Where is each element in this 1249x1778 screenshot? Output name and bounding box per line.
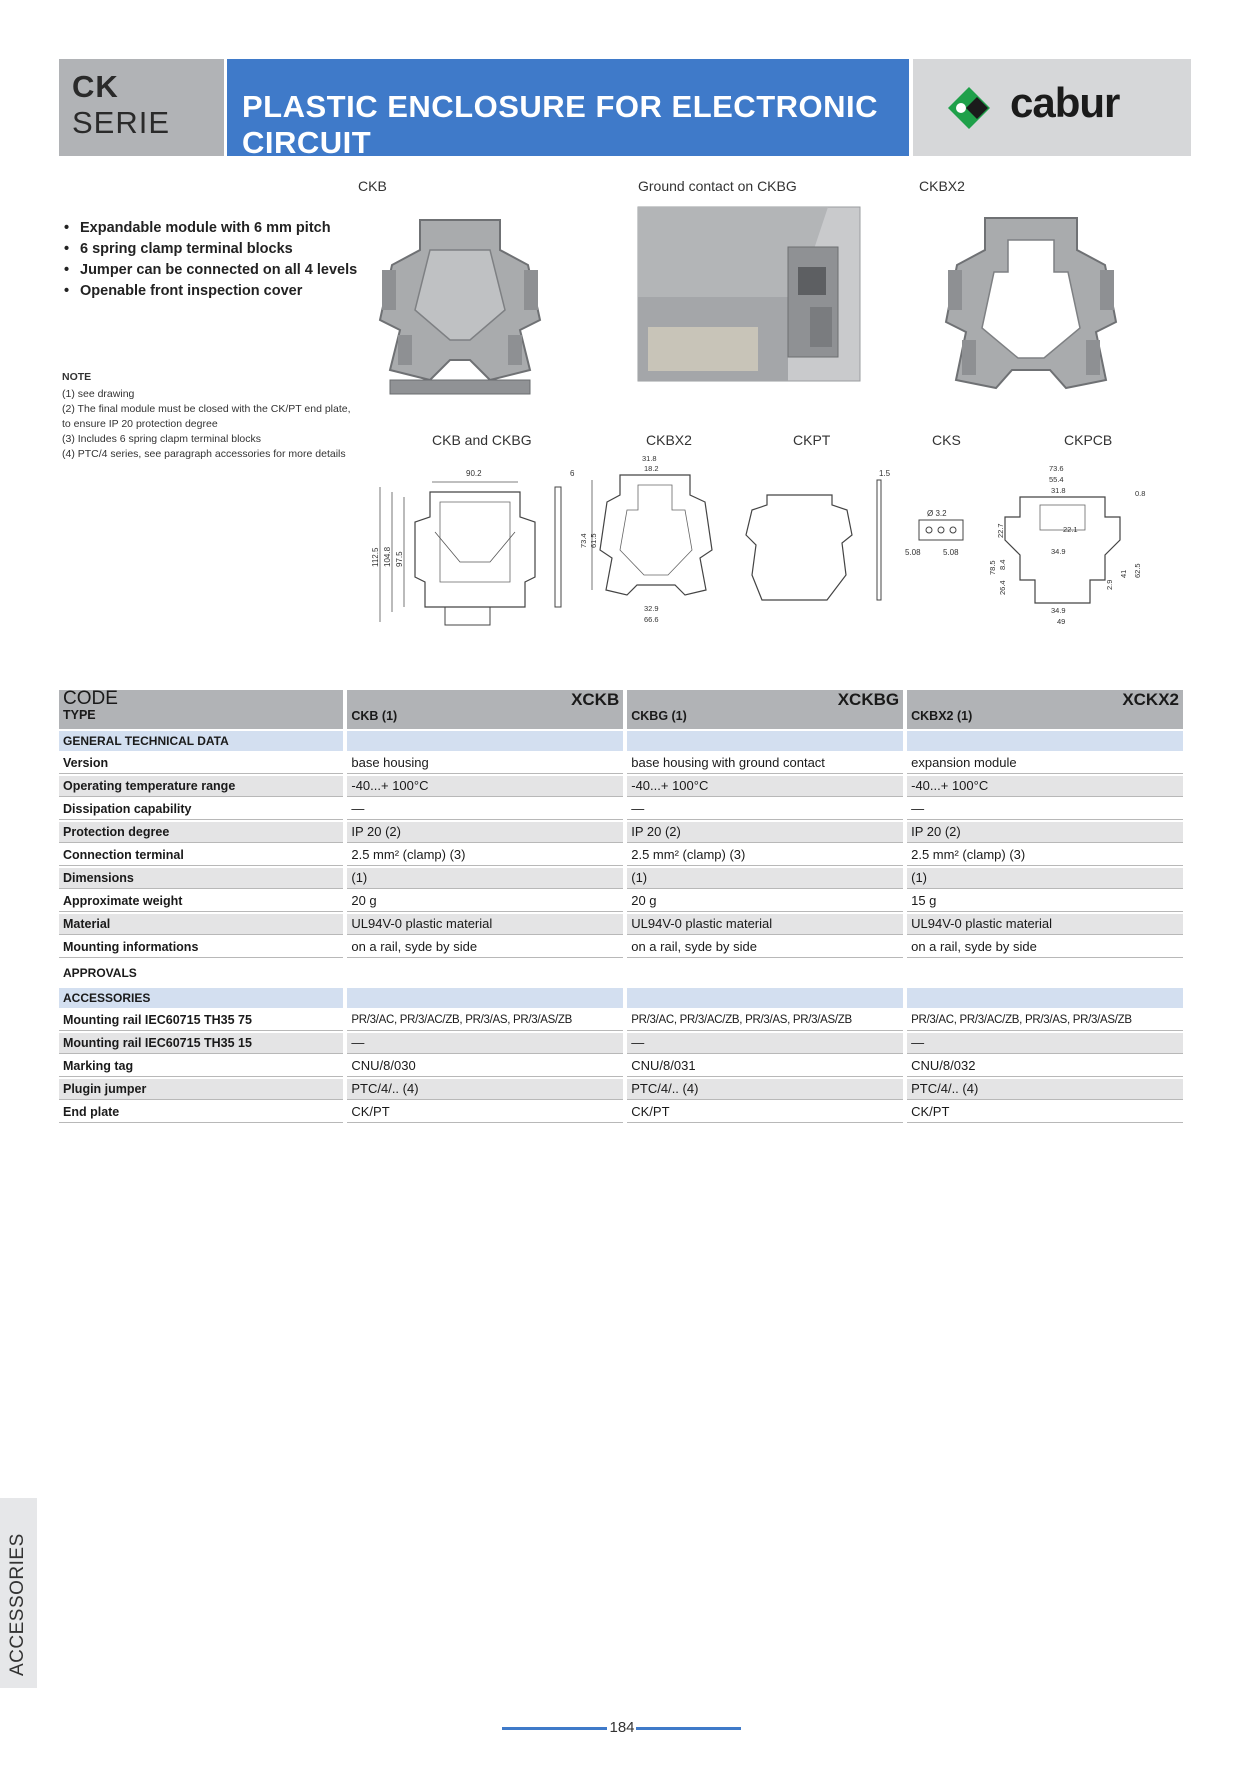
product-type: CKB (1) — [351, 709, 398, 723]
table-row — [59, 1079, 1183, 1100]
row-value: PR/3/AC, PR/3/AC/ZB, PR/3/AS, PR/3/AS/ZB — [347, 1010, 623, 1031]
table-row — [59, 1056, 1183, 1077]
caption-ckb: CKB — [358, 178, 387, 194]
row-label: Mounting rail IEC60715 TH35 75 — [59, 1010, 343, 1031]
section-cell — [627, 960, 903, 986]
row-value: — — [627, 1033, 903, 1054]
section-cell — [907, 731, 1183, 751]
row-value: -40...+ 100°C — [627, 776, 903, 797]
row-label: Material — [59, 914, 343, 935]
section-cell — [907, 988, 1183, 1008]
row-value: CNU/8/031 — [627, 1056, 903, 1077]
cabur-logo-icon — [948, 87, 1006, 129]
header-label-cell — [59, 690, 343, 729]
dim-label: Ø 3.2 — [927, 509, 947, 518]
caption-ckbx2: CKBX2 — [919, 178, 965, 194]
row-value: UL94V-0 plastic material — [347, 914, 623, 935]
series-code: CK — [72, 69, 119, 104]
row-value: CK/PT — [907, 1102, 1183, 1123]
row-value: CNU/8/030 — [347, 1056, 623, 1077]
product-type: CKBG (1) — [631, 709, 687, 723]
row-value: (1) — [627, 868, 903, 889]
dim-label: 41 — [1119, 569, 1128, 578]
feature-item: • Expandable module with 6 mm pitch — [64, 218, 357, 239]
feature-list — [64, 218, 357, 302]
section-title: ACCESSORIES — [59, 988, 343, 1008]
row-value: on a rail, syde by side — [347, 937, 623, 958]
caption-drawing-ckpt: CKPT — [793, 432, 831, 448]
title-banner — [227, 59, 909, 160]
dim-label: 5.08 — [905, 548, 921, 557]
dim-label: 32.9 — [644, 604, 659, 613]
dim-label: 1.5 — [879, 469, 891, 478]
section-cell — [347, 731, 623, 751]
dim-label: 0.8 — [1135, 489, 1146, 498]
feature-item: • Openable front inspection cover — [64, 281, 357, 302]
table-row — [59, 891, 1183, 912]
note-line: (4) PTC/4 series, see paragraph accessories for more details — [62, 448, 346, 460]
table-row — [59, 1102, 1183, 1123]
dim-label: 5.08 — [943, 548, 959, 557]
table-row — [59, 914, 1183, 935]
feature-item: • 6 spring clamp terminal blocks — [64, 239, 357, 260]
ckbx2-dimension-drawing — [580, 450, 732, 630]
table-row — [59, 822, 1183, 843]
row-label: Version — [59, 753, 343, 774]
product-code: XCKX2 — [1122, 690, 1179, 709]
row-value: on a rail, syde by side — [627, 937, 903, 958]
header-col — [627, 690, 903, 729]
row-value: UL94V-0 plastic material — [627, 914, 903, 935]
row-value: IP 20 (2) — [627, 822, 903, 843]
section-cell — [627, 988, 903, 1008]
series-label: SERIE — [72, 105, 171, 140]
ground-contact-photo — [638, 207, 860, 381]
table-header-row — [59, 690, 1183, 729]
section-cell — [627, 731, 903, 751]
section-cell — [347, 960, 623, 986]
table-row — [59, 1033, 1183, 1054]
row-value: 2.5 mm² (clamp) (3) — [627, 845, 903, 866]
table-row — [59, 937, 1183, 958]
dim-label: 97.5 — [395, 551, 404, 567]
row-value: PTC/4/.. (4) — [907, 1079, 1183, 1100]
ckbx2-product-photo — [940, 210, 1122, 410]
row-value: -40...+ 100°C — [907, 776, 1183, 797]
row-value: (1) — [347, 868, 623, 889]
dim-label: 22.7 — [996, 523, 1005, 538]
dim-label: 31.8 — [1051, 486, 1066, 495]
notes-title: NOTE — [62, 371, 92, 383]
row-value: — — [347, 1033, 623, 1054]
row-value: (1) — [907, 868, 1183, 889]
row-label: Protection degree — [59, 822, 343, 843]
dim-label: 34.9 — [1051, 547, 1066, 556]
row-label: Mounting informations — [59, 937, 343, 958]
row-value: — — [907, 799, 1183, 820]
caption-ground: Ground contact on CKBG — [638, 178, 797, 194]
row-label: Dimensions — [59, 868, 343, 889]
section-title: APPROVALS — [59, 960, 343, 986]
dim-label: 22.1 — [1063, 525, 1078, 534]
row-value: IP 20 (2) — [347, 822, 623, 843]
series-block — [59, 59, 224, 156]
row-value: base housing with ground contact — [627, 753, 903, 774]
header-col — [347, 690, 623, 729]
row-value: PR/3/AC, PR/3/AC/ZB, PR/3/AS, PR/3/AS/ZB — [627, 1010, 903, 1031]
dim-label: 73.4 — [579, 533, 588, 548]
dim-label: 55.4 — [1049, 475, 1064, 484]
table-row — [59, 753, 1183, 774]
row-value: — — [907, 1033, 1183, 1054]
row-label: Dissipation capability — [59, 799, 343, 820]
row-label: Connection terminal — [59, 845, 343, 866]
logo-wordmark: cabur — [1010, 79, 1120, 126]
header-col — [907, 690, 1183, 729]
dim-label: 2.9 — [1105, 579, 1114, 590]
row-label: Marking tag — [59, 1056, 343, 1077]
dim-label: 8.4 — [998, 559, 1007, 570]
dim-label: 90.2 — [466, 469, 482, 478]
table-row — [59, 1010, 1183, 1031]
caption-drawing-ckb-ckbg: CKB and CKBG — [432, 432, 532, 448]
spec-table-body — [59, 690, 1183, 751]
row-value: 20 g — [627, 891, 903, 912]
row-value: on a rail, syde by side — [907, 937, 1183, 958]
row-label: Plugin jumper — [59, 1079, 343, 1100]
dim-label: 31.8 — [642, 454, 657, 463]
row-value: — — [627, 799, 903, 820]
row-value: — — [347, 799, 623, 820]
dim-label: 34.9 — [1051, 606, 1066, 615]
row-value: 15 g — [907, 891, 1183, 912]
brand-logo — [913, 59, 1191, 156]
footer-rule-right — [636, 1727, 741, 1730]
row-value: CK/PT — [347, 1102, 623, 1123]
row-value: 2.5 mm² (clamp) (3) — [347, 845, 623, 866]
dim-label: 62.5 — [1133, 563, 1142, 578]
row-value: expansion module — [907, 753, 1183, 774]
dim-label: 6 — [570, 469, 575, 478]
side-tab-label: ACCESSORIES — [7, 1533, 28, 1676]
row-value: UL94V-0 plastic material — [907, 914, 1183, 935]
row-value: IP 20 (2) — [907, 822, 1183, 843]
note-line: (1) see drawing — [62, 388, 135, 400]
dim-label: 78.5 — [988, 560, 997, 575]
table-row — [59, 799, 1183, 820]
approvals-section — [59, 960, 1183, 1008]
caption-drawing-ckbx2: CKBX2 — [646, 432, 692, 448]
row-value: CNU/8/032 — [907, 1056, 1183, 1077]
row-label: Mounting rail IEC60715 TH35 15 — [59, 1033, 343, 1054]
ckpt-dimension-drawing — [742, 465, 892, 615]
note-line: (2) The final module must be closed with the CK/PT end plate, to ensure IP 20 protection degree — [62, 403, 351, 430]
product-type: CKBX2 (1) — [911, 709, 973, 723]
row-label: End plate — [59, 1102, 343, 1123]
section-side-tab — [0, 1498, 37, 1688]
code-label: CODE — [63, 688, 118, 709]
table-row — [59, 776, 1183, 797]
general-rows — [59, 753, 1183, 958]
row-value: base housing — [347, 753, 623, 774]
row-value: PTC/4/.. (4) — [627, 1079, 903, 1100]
page-number: 184 — [609, 1719, 635, 1736]
row-value: -40...+ 100°C — [347, 776, 623, 797]
row-label: Operating temperature range — [59, 776, 343, 797]
section-cell — [347, 988, 623, 1008]
feature-item: • Jumper can be connected on all 4 levels — [64, 260, 357, 281]
dim-label: 104.8 — [383, 546, 392, 567]
cks-dimension-drawing — [905, 505, 977, 570]
section-row-general — [59, 731, 1183, 751]
row-value: CK/PT — [627, 1102, 903, 1123]
product-code: XCKB — [571, 690, 620, 709]
dim-label: 18.2 — [644, 464, 659, 473]
caption-drawing-ckpcb: CKPCB — [1064, 432, 1113, 448]
accessory-rows — [59, 1010, 1183, 1123]
section-cell — [907, 960, 1183, 986]
ckpcb-dimension-drawing — [985, 460, 1150, 630]
footer-rule-left — [502, 1727, 607, 1730]
row-value: 2.5 mm² (clamp) (3) — [907, 845, 1183, 866]
type-label: TYPE — [63, 708, 96, 722]
note-line: (3) Includes 6 spring clapm terminal blocks — [62, 433, 261, 445]
dim-label: 112.5 — [371, 547, 380, 567]
caption-drawing-cks: CKS — [932, 432, 961, 448]
row-value: 20 g — [347, 891, 623, 912]
page-title: PLASTIC ENCLOSURE FOR ELECTRONIC CIRCUIT — [242, 89, 879, 160]
dim-label: 73.6 — [1049, 464, 1064, 473]
dim-label: 66.6 — [644, 615, 659, 624]
spec-table — [55, 688, 1187, 1125]
row-value: PR/3/AC, PR/3/AC/ZB, PR/3/AS, PR/3/AS/ZB — [907, 1010, 1183, 1031]
product-code: XCKBG — [837, 690, 900, 709]
ckb-product-photo — [370, 210, 550, 405]
section-row-approvals — [59, 960, 1183, 986]
table-row — [59, 868, 1183, 889]
dim-label: 49 — [1057, 617, 1066, 626]
ckb-dimension-drawing — [370, 462, 580, 632]
row-value: PTC/4/.. (4) — [347, 1079, 623, 1100]
section-row-accessories — [59, 988, 1183, 1008]
dim-label: 61.5 — [589, 533, 598, 548]
table-row — [59, 845, 1183, 866]
dim-label: 26.4 — [998, 580, 1007, 595]
section-title: GENERAL TECHNICAL DATA — [59, 731, 343, 751]
row-label: Approximate weight — [59, 891, 343, 912]
notes-block — [62, 370, 352, 462]
